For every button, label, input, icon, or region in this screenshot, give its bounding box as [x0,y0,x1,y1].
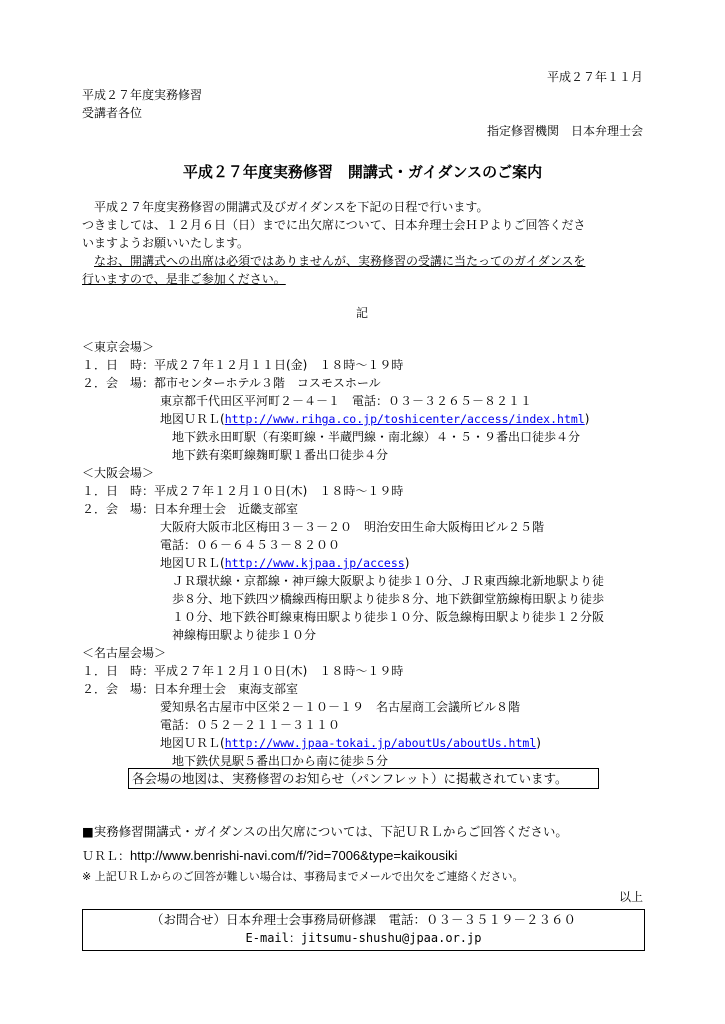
recipient-program: 平成２７年度実務修習 [82,88,203,102]
nagoya-address: 愛知県名古屋市中区栄２－１０－１９ 名古屋商工会議所ビル８階 [160,700,521,714]
response-note: ※ 上記ＵＲＬからのご回答が難しい場合は、事務局までメールで出欠をご連絡ください。 [82,870,524,883]
nagoya-map [160,734,541,752]
nagoya-map-link[interactable]: http://www.jpaa-tokai.jp/aboutUs/aboutUs.html [224,736,537,750]
response-instruction: ■実務修習開講式・ガイダンスの出欠席については、下記ＵＲＬからご回答ください。 [82,824,568,839]
osaka-access-1: ＪＲ環状線・京都線・神戸線大阪駅より徒歩１０分、ＪＲ東西線北新地駅より徒 [172,574,605,588]
osaka-venue: ２．会 場：日本弁理士会 近畿支部室 [82,502,299,516]
tokyo-map-close: ) [584,412,590,426]
sender: 指定修習機関 日本弁理士会 [486,124,643,138]
nagoya-tel: 電話：０５２－２１１－３１１０ [160,718,341,732]
document-date: 平成２７年１１月 [546,70,643,84]
response-url-label: ＵＲＬ： [82,849,131,863]
nagoya-access-1: 地下鉄伏見駅５番出口から南に徒歩５分 [172,754,389,768]
page-title: 平成２７年度実務修習 開講式・ガイダンスのご案内 [182,163,543,181]
intro-line-4: なお、開講式への出席は必須ではありませんが、実務修習の受講に当たってのガイダンスを [94,254,586,268]
osaka-map-label: 地図ＵＲＬ( [160,556,225,570]
nagoya-date: １．日 時：平成２７年１２月１０日(木) １８時～１９時 [82,664,404,678]
tokyo-access-1: 地下鉄永田町駅（有楽町線・半蔵門線・南北線）４・５・９番出口徒歩４分 [172,430,581,444]
osaka-map [160,554,409,572]
nagoya-venue: ２．会 場：日本弁理士会 東海支部室 [82,682,299,696]
contact-phone: （お問合せ）日本弁理士会事務局研修課 電話：０３－３５１９－２３６０ [150,912,576,927]
contact-email[interactable]: E-mail：jitsumu-shushu@jpaa.or.jp [245,931,482,945]
tokyo-access-2: 地下鉄有楽町線麹町駅１番出口徒歩４分 [172,448,389,462]
response-url-link[interactable]: http://www.benrishi-navi.com/f/?id=7006&type=kaikousiki [130,848,458,863]
contact-box [82,909,645,951]
nagoya-heading: ＜名古屋会場＞ [82,646,167,660]
osaka-access-2: 歩８分、地下鉄四ツ橋線西梅田駅より徒歩８分、地下鉄御堂筋線梅田駅より徒歩 [172,592,605,606]
intro-line-2: つきましては、１２月６日（日）までに出欠席について、日本弁理士会ＨＰよりご回答くださ [82,218,586,232]
intro-line-1: 平成２７年度実務修習の開講式及びガイダンスを下記の日程で行います。 [94,200,489,214]
tokyo-address: 東京都千代田区平河町２－４－１ 電話：０３－３２６５－８２１１ [160,394,533,408]
tokyo-date: １．日 時：平成２７年１２月１１日(金) １８時～１９時 [82,358,404,372]
osaka-map-close: ) [404,556,410,570]
osaka-access-3: １０分、地下鉄谷町線東梅田駅より徒歩１０分、阪急線梅田駅より徒歩１２分阪 [172,610,605,624]
nagoya-map-label: 地図ＵＲＬ( [160,736,225,750]
osaka-heading: ＜大阪会場＞ [82,466,155,480]
tokyo-heading: ＜東京会場＞ [82,340,155,354]
tokyo-map [160,410,589,428]
tokyo-map-label: 地図ＵＲＬ( [160,412,225,426]
osaka-date: １．日 時：平成２７年１２月１０日(木) １８時～１９時 [82,484,404,498]
ijou-mark: 以上 [618,890,643,904]
osaka-address: 大阪府大阪市北区梅田３－３－２０ 明治安田生命大阪梅田ビル２５階 [160,520,545,534]
tokyo-venue: ２．会 場：都市センターホテル３階 コスモスホール [82,376,381,390]
intro-line-3: いますようお願いいたします。 [82,236,250,250]
ki-mark: 記 [356,306,369,320]
tokyo-map-link[interactable]: http://www.rihga.co.jp/toshicenter/access/index.html [224,412,585,426]
intro-line-5: 行いますので、是非ご参加ください。 [82,272,286,286]
map-notice-box: 各会場の地図は、実務修習のお知らせ（パンフレット）に掲載されています。 [128,768,599,789]
osaka-map-link[interactable]: http://www.kjpaa.jp/access [224,556,405,570]
response-url-line [82,846,457,865]
nagoya-map-close: ) [536,736,541,750]
osaka-tel: 電話：０６－６４５３－８２００ [160,538,341,552]
recipient-attendees: 受講者各位 [82,106,143,120]
osaka-access-4: 神線梅田駅より徒歩１０分 [172,628,317,642]
